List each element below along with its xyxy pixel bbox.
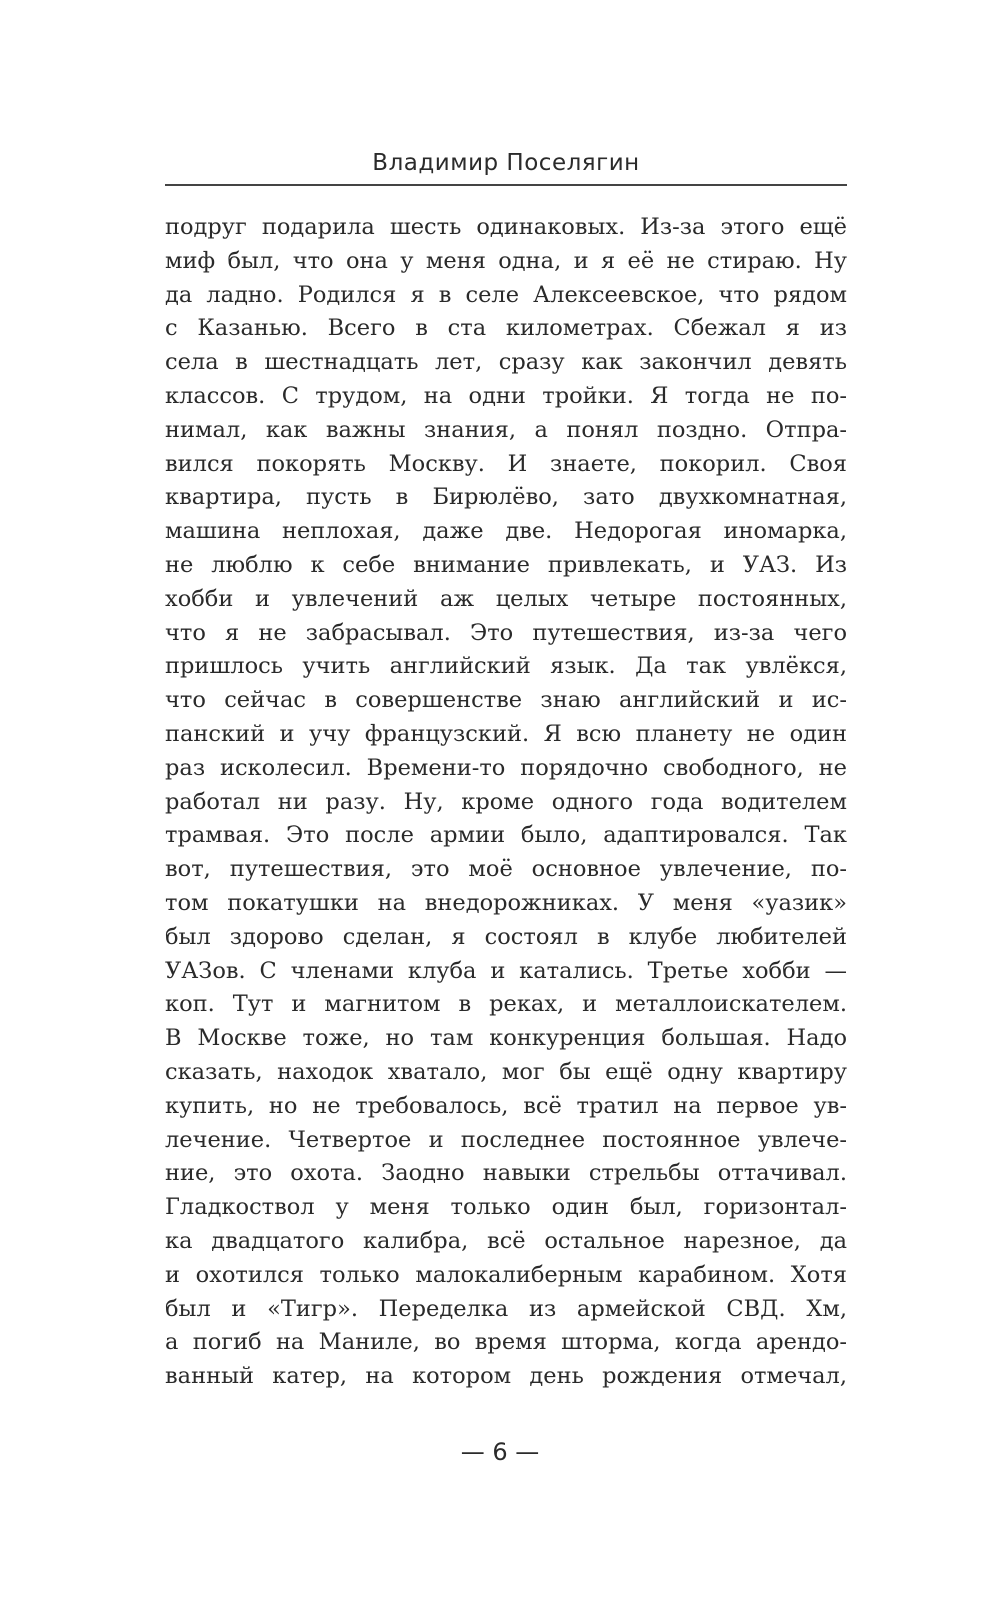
text-line: купить, но не требовалось, всё тратил на первое ув- [165, 1092, 847, 1119]
text-line: трамвая. Это после армии было, адаптировался. Так [165, 822, 847, 849]
text-line: Гладкоствол у меня только один был, горизонтал- [165, 1194, 847, 1221]
text-line: был здорово сделан, я состоял в клубе любителей [165, 923, 847, 950]
text-line: а погиб на Маниле, во время шторма, когда арендо- [165, 1329, 847, 1356]
text-line: миф был, что она у меня одна, и я её не стираю. Ну [165, 247, 847, 274]
text-line: не люблю к себе внимание привлекать, и УАЗ. Из [165, 551, 847, 578]
text-line: подруг подарила шесть одинаковых. Из-за этого ещё [165, 214, 847, 240]
text-line: машина неплохая, даже две. Недорогая иномарка, [165, 518, 847, 545]
text-line: вот, путешествия, это моё основное увлечение, по- [165, 856, 847, 883]
text-line: В Москве тоже, но там конкуренция большая. Надо [165, 1025, 847, 1052]
text-line: вился покорять Москву. И знаете, покорил. Своя [165, 450, 847, 477]
text-line: ние, это охота. Заодно навыки стрельбы оттачивал. [165, 1160, 847, 1187]
text-line: УАЗов. С членами клуба и катались. Третье хобби — [165, 957, 847, 984]
text-line: что сейчас в совершенстве знаю английский и ис- [165, 687, 847, 714]
page-number: — 6 — [460, 1438, 540, 1466]
text-line: пришлось учить английский язык. Да так увлёкся, [165, 653, 847, 680]
text-line: лечение. Четвертое и последнее постоянное увлече- [165, 1126, 847, 1153]
text-line: ванный катер, на котором день рождения отмечал, [165, 1363, 847, 1390]
text-line: коп. Тут и магнитом в реках, и металлоискателем. [165, 991, 847, 1018]
running-header-author: Владимир Поселягин [372, 150, 640, 176]
text-line: сказать, находок хватало, мог бы ещё одну квартиру [165, 1058, 847, 1085]
text-line: села в шестнадцать лет, сразу как закончил девять [165, 349, 847, 376]
text-line: панский и учу французский. Я всю планету не один [165, 720, 847, 747]
text-line: ка двадцатого калибра, всё остальное нарезное, да [165, 1227, 847, 1254]
text-line: классов. С трудом, на одни тройки. Я тогда не по- [165, 382, 847, 409]
text-line: что я не забрасывал. Это путешествия, из-за чего [165, 619, 847, 646]
text-line: работал ни разу. Ну, кроме одного года водителем [165, 788, 847, 815]
header-rule [165, 184, 847, 186]
text-line: квартира, пусть в Бирюлёво, зато двухкомнатная, [165, 484, 847, 511]
text-line: был и «Тигр». Переделка из армейской СВД. Хм, [165, 1295, 847, 1322]
text-line: нимал, как важны знания, а понял поздно. Отпра- [165, 416, 847, 443]
text-line: и охотился только малокалиберным карабином. Хотя [165, 1261, 847, 1288]
text-line: раз исколесил. Времени-то порядочно свободного, не [165, 754, 847, 781]
text-line: хобби и увлечений аж целых четыре постоянных, [165, 585, 847, 612]
body-text [165, 211, 847, 1394]
text-line: том покатушки на внедорожниках. У меня «уазик» [165, 889, 847, 916]
text-line: да ладно. Родился я в селе Алексеевское, что рядом [165, 281, 847, 308]
text-line: с Казанью. Всего в ста километрах. Сбежал я из [165, 315, 847, 342]
